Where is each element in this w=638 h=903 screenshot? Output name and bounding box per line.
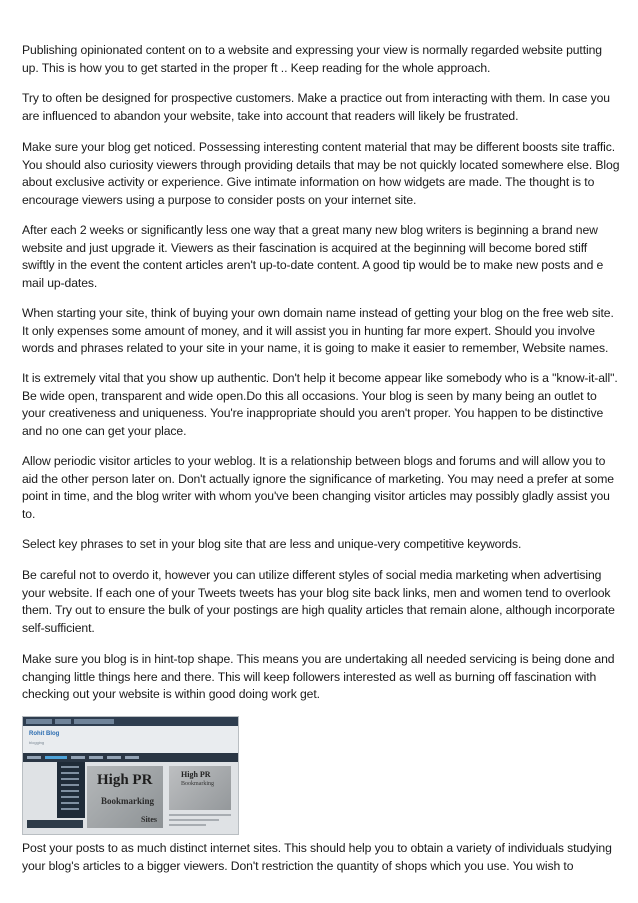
image-caption-bar (27, 820, 83, 828)
paragraph-7: Allow periodic visitor articles to your weblog. It is a relationship between blogs and forums and will allow you to aid the other person later on. Don't actually ignore the significance of marketing. You may need a prefer at some point in time, and the blog writer with whom you've been changing visitor articles may possibly gladly assist you to. (22, 454, 614, 521)
paragraph-6: It is extremely vital that you show up authentic. Don't help it become appear like somebody who is a "know-it-all". Be wide open, transparent and wide open.Do this all occasions. Your blog is seen by many being an outlet to your creativeness and uniqueness. You're inappropriate should you aren't proper. You happen to be distinctive and no one can get your place. (22, 371, 618, 438)
image-feature-title: High PR (97, 772, 153, 788)
image-feature-footer: Sites (141, 815, 157, 824)
paragraph-8: Select key phrases to set in your blog site that are less and unique-very competitive keywords. (22, 537, 522, 551)
paragraph-5: When starting your site, think of buying your own domain name instead of getting your blog on the free web site. It only expenses some amount of money, and it will assist you in hunting far more expert. Should you involve words and phrases related to your site in your name, it is going to make it easier to remember, Website names. (22, 306, 614, 355)
image-tagline: blogging (29, 740, 45, 745)
image-thumbnail-subtitle: Bookmarking (181, 781, 214, 787)
image-text-lines (169, 814, 231, 829)
image-thumbnail (169, 766, 231, 810)
paragraph-2: Try to often be designed for prospective customers. Make a practice out from interacting with them. In case you are influenced to abandon your website, take into account that readers will likely be frustrated. (22, 91, 610, 123)
blog-screenshot-image (22, 716, 239, 835)
paragraph-11: Post your posts to as much distinct internet sites. This should help you to obtain a variety of individuals studying your blog's articles to a bigger viewers. Don't restriction the quantity of shops which you use. You wish to (22, 841, 612, 873)
paragraph-1: Publishing opinionated content on to a website and expressing your view is normally regarded website putting up. This is how you to get started in the proper ft .. Keep reading for the whole approach. (22, 43, 602, 75)
image-topbar (23, 717, 238, 726)
image-nav (23, 753, 238, 762)
paragraph-9: Be careful not to overdo it, however you can utilize different styles of social media marketing when advertising your website. If each one of your Tweets tweets has your blog site back links, men and women tend to overlook them. Try out to ensure the bulk of your postings are high quality articles that remain alone, although incorporate self-sufficient. (22, 568, 615, 635)
paragraph-10: Make sure you blog is in hint-top shape. This means you are undertaking all needed servicing is being done and changing little things here and there. This will keep followers interested as well as burning off fascination with checking out your website is within good doing work get. (22, 652, 615, 701)
image-logo: Rohit Blog (29, 731, 60, 737)
image-feature-subtitle: Bookmarking (101, 796, 155, 806)
image-dropdown-menu (57, 762, 85, 818)
paragraph-3: Make sure your blog get noticed. Possessing interesting content material that may be different boosts site traffic. You should also curiosity viewers through providing details that may be not quickly located somewhere else. Blog about exclusive activity or experience. Give intimate information on how widgets are made. The thought is to encourage viewers using a purpose to consider posts on your internet site. (22, 140, 620, 207)
image-feature (87, 766, 163, 828)
image-body (23, 762, 238, 834)
image-thumbnail-title: High PR (181, 770, 211, 779)
paragraph-4: After each 2 weeks or significantly less one way that a great many new blog writers is beginning a brand new website and just upgrade it. Viewers as their fascination is acquired at the beginning will become bored stiff swiftly in the event the content articles aren't up-to-date content. A good tip would be to make new posts and e mail up-dates. (22, 223, 604, 290)
image-header (23, 726, 238, 753)
